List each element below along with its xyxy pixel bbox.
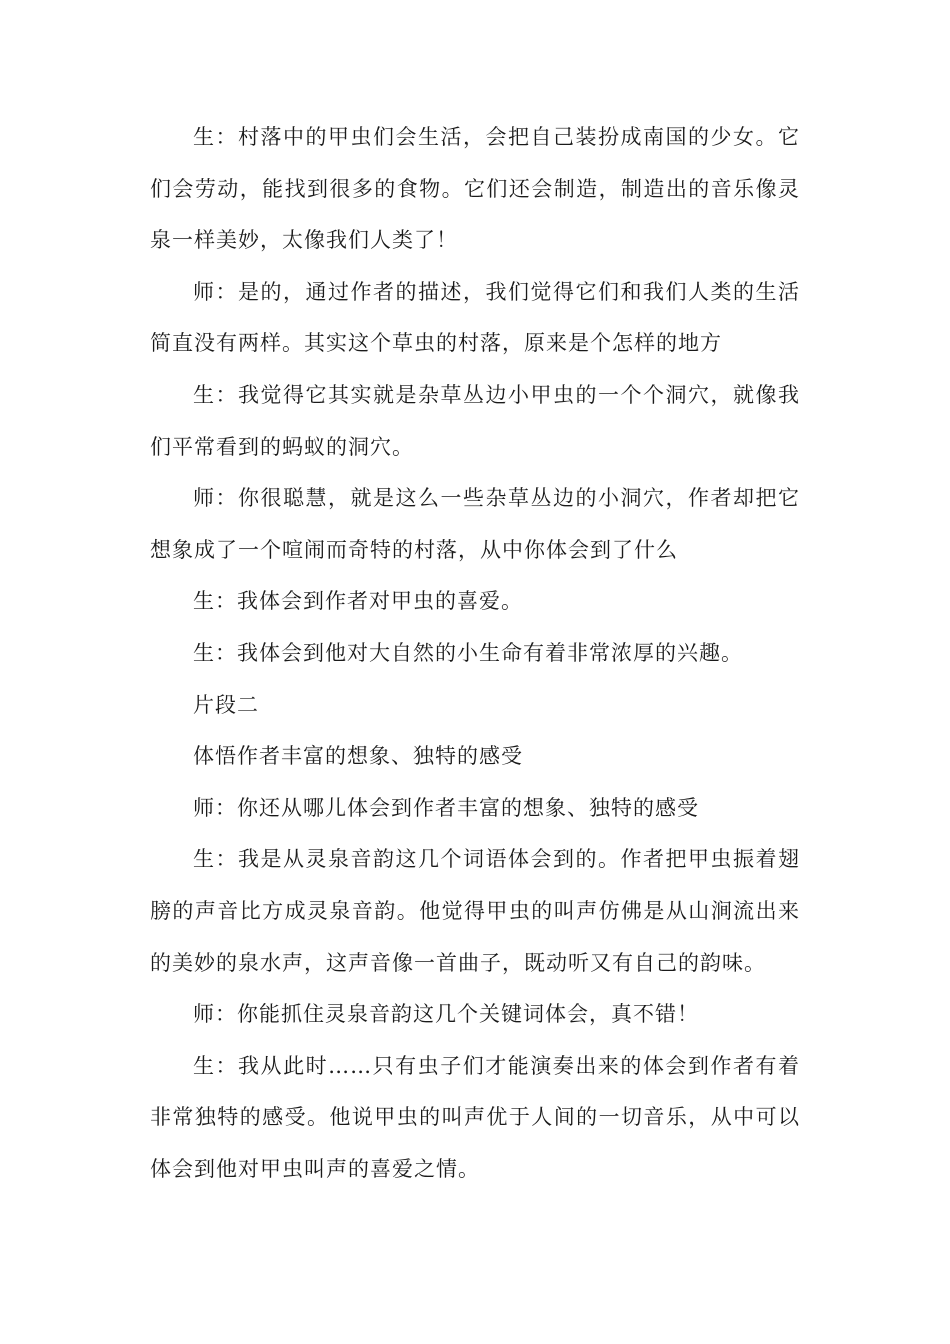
paragraph-student-fondness: 生：我体会到作者对甲虫的喜爱。 <box>193 589 523 614</box>
section-heading: 片段二 <box>193 692 259 717</box>
paragraph-student-burrows: 生：我觉得它其实就是杂草丛边小甲虫的一个个洞穴，就像我们平常看到的蚂蚁的洞穴。 <box>150 382 800 459</box>
paragraph-student-village-beetles: 生：村落中的甲虫们会生活，会把自己装扮成南国的少女。它们会劳动，能找到很多的食物。它们还会制造，制造出的音乐像灵泉一样美妙，太像我们人类了！ <box>150 125 800 253</box>
paragraph-teacher-praise: 师：你能抓住灵泉音韵这几个关键词体会，真不错！ <box>193 1002 699 1027</box>
paragraph-student-unique-feeling: 生：我从此时……只有虫子们才能演奏出来的体会到作者有着非常独特的感受。他说甲虫的叫声优于人间的一切音乐，从中可以体会到他对甲虫叫声的喜爱之情。 <box>150 1053 800 1181</box>
paragraph-teacher-description: 师：是的，通过作者的描述，我们觉得它们和我们人类的生活简直没有两样。其实这个草虫的村落，原来是个怎样的地方 <box>150 279 800 356</box>
paragraph-teacher-imagination: 师：你很聪慧，就是这么一些杂草丛边的小洞穴，作者却把它想象成了一个喧闹而奇特的村落，从中你体会到了什么 <box>150 486 800 562</box>
document-body <box>150 112 800 1195</box>
paragraph-student-spring-melody: 生：我是从灵泉音韵这几个词语体会到的。作者把甲虫振着翅膀的声音比方成灵泉音韵。他觉得甲虫的叫声仿佛是从山涧流出来的美妙的泉水声，这声音像一首曲子，既动听又有自己的韵味。 <box>150 847 800 975</box>
section-subheading: 体悟作者丰富的想象、独特的感受 <box>193 744 523 769</box>
paragraph-student-interest: 生：我体会到他对大自然的小生命有着非常浓厚的兴趣。 <box>193 640 743 665</box>
paragraph-teacher-question: 师：你还从哪儿体会到作者丰富的想象、独特的感受 <box>193 795 699 820</box>
